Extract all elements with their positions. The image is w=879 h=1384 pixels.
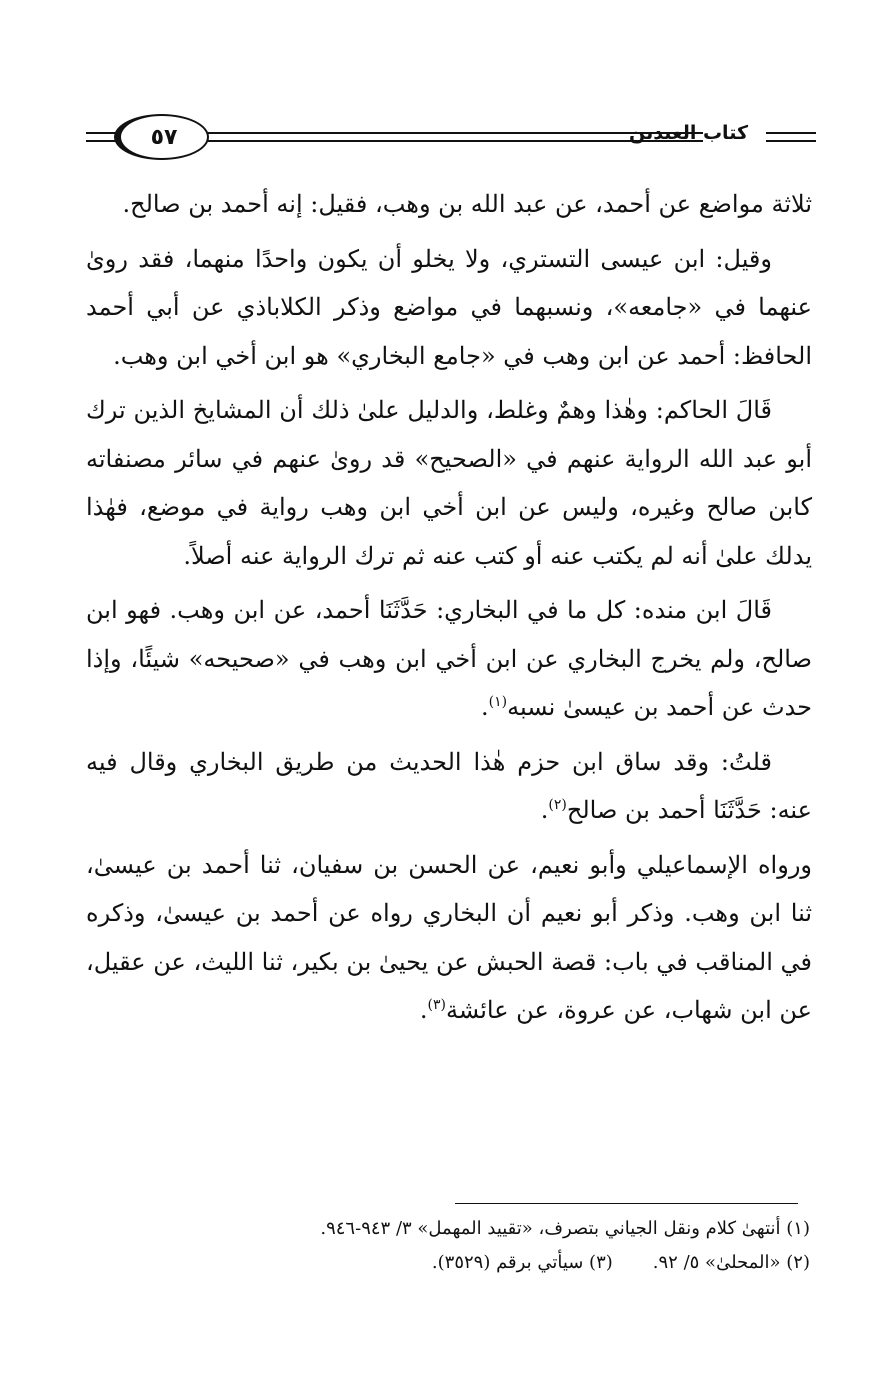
paragraph-5: [86, 738, 812, 835]
paragraph-4-text: قَالَ ابن منده: كل ما في البخاري: حَدَّثَنَا أحمد، عن ابن وهب. فهو ابن صالح، ولم يخرج البخاري عن ابن أخي ابن وهب في «صحيحه» شيئًا، وإذا حدث عن أحمد بن عيسىٰ نسبه: [86, 596, 812, 721]
header-rule-left-top: [86, 132, 116, 134]
footnote-ref-3: (٣): [427, 997, 446, 1013]
footnote-ref-2: (٢): [548, 797, 567, 813]
page-number-oval: [114, 114, 209, 160]
footnote-1: (١) أنتهىٰ كلام ونقل الجياني بتصرف، «تقييد المهمل» ٣/ ٩٤٣-٩٤٦.: [320, 1218, 810, 1239]
footnote-3: (٣) سيأتي برقم (٣٥٢٩).: [431, 1252, 613, 1273]
header-rule-right-bottom: [766, 140, 816, 142]
footnote-2: (٢) «المحلىٰ» ٥/ ٩٢.: [652, 1252, 810, 1273]
footnote-row-2-3: [160, 1246, 810, 1280]
header-rule-right-top: [766, 132, 816, 134]
book-title: كتاب العيدين: [629, 122, 748, 144]
paragraph-3: قَالَ الحاكم: وهٰذا وهمٌ وغلط، والدليل علىٰ ذلك أن المشايخ الذين ترك أبو عبد الله الرواية عنهم في «الصحيح» قد روىٰ عنهم في سائر مصنفاته كابن صالح وغيره، وليس عن ابن أخي ابن وهب رواية في موضع، فهٰذا يدلك علىٰ أنه لم يكتب عنه أو كتب عنه ثم ترك الرواية عنه أصلاً.: [86, 396, 812, 570]
paragraph-2: وقيل: ابن عيسى التستري، ولا يخلو أن يكون واحدًا منهما، فقد روىٰ عنهما في «جامعه»، ونسبهما في مواضع وذكر الكلاباذي عن أبي أحمد الحافظ: أحمد عن ابن وهب في «جامع البخاري» هو ابن أخي ابن وهب.: [86, 244, 812, 370]
paragraph-6-text: ورواه الإسماعيلي وأبو نعيم، عن الحسن بن سفيان، ثنا أحمد بن عيسىٰ، ثنا ابن وهب. وذكر أبو نعيم أن البخاري رواه عن أحمد بن عيسىٰ، وذكره في المناقب في باب: قصة الحبش عن يحيىٰ بن بكير، ثنا الليث، عن عقيل، عن ابن شهاب، عن عروة، عن عائشة: [86, 850, 812, 1024]
footnote-separator: [455, 1203, 798, 1204]
paragraph-4-end: .: [481, 693, 489, 721]
paragraph-5-end: .: [540, 796, 549, 824]
footnote-ref-1: (١): [488, 694, 508, 710]
paragraph-1: ثلاثة مواضع عن أحمد، عن عبد الله بن وهب، فقيل: إنه أحمد بن صالح.: [122, 190, 812, 218]
paragraph-6-end: .: [419, 996, 428, 1024]
page-header: [86, 112, 816, 164]
header-rule-middle-bottom: [198, 140, 703, 142]
header-rule-left-bottom: [86, 140, 116, 142]
footnotes: [160, 1212, 810, 1280]
paragraph-6: [86, 841, 812, 1035]
paragraph-5-text: قلتُ: وقد ساق ابن حزم هٰذا الحديث من طريق البخاري وقال فيه عنه: حَدَّثَنَا أحمد بن صالح: [86, 747, 812, 824]
main-text: [86, 180, 812, 1041]
paragraph-4: [86, 586, 812, 732]
page-number: ٥٧: [150, 124, 178, 150]
header-rule-middle-top: [198, 132, 703, 134]
